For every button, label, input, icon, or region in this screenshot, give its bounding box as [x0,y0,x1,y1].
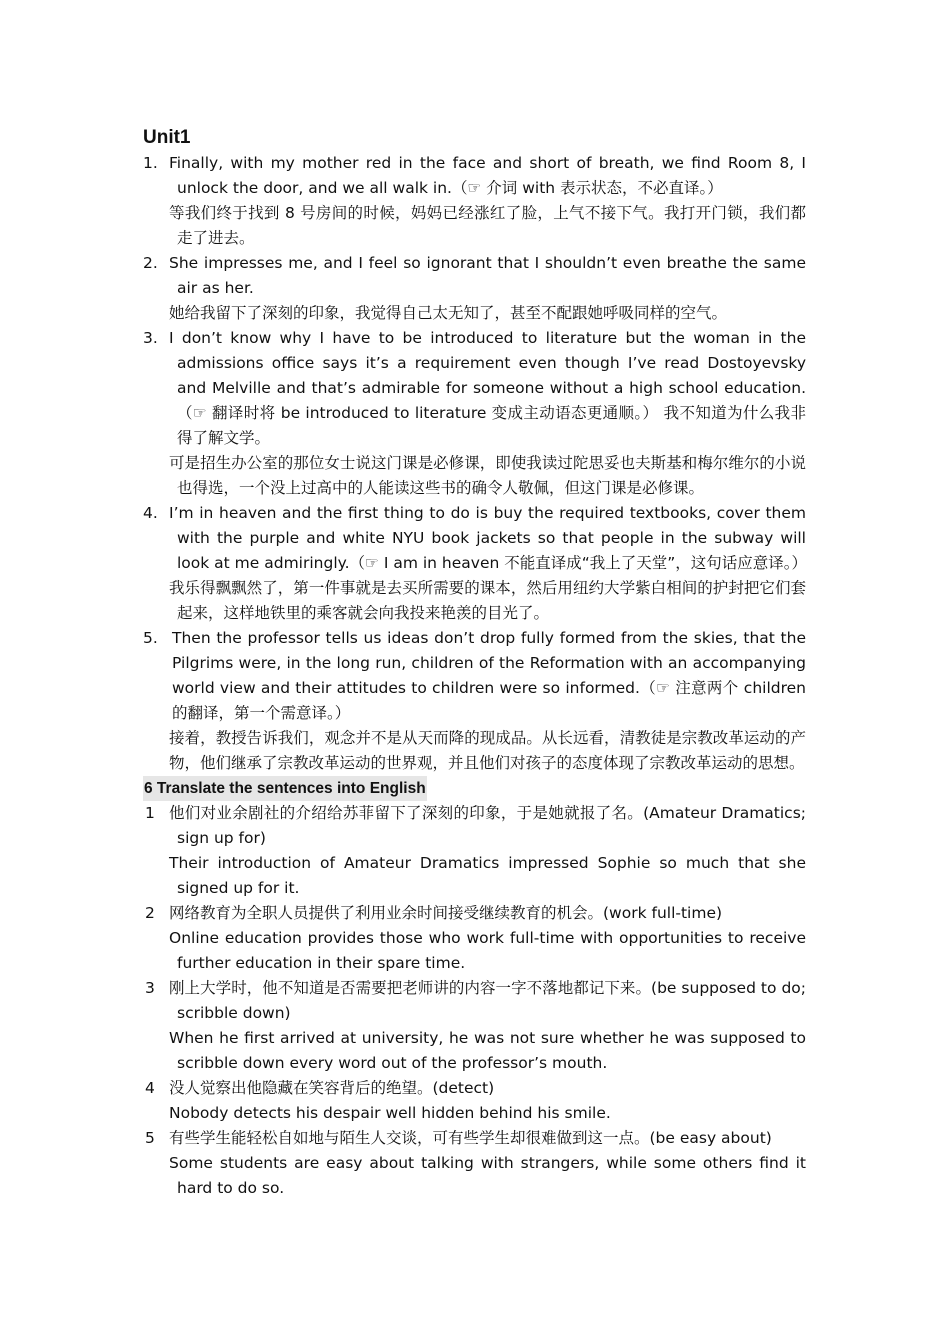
item-number: 5. [143,629,158,647]
exercise-item-2 [143,901,806,976]
exercise-answer: Online education provides those who work full-time with opportunities to receive further education in their spare time. [169,929,806,972]
exercise-item-4 [143,1076,806,1126]
chinese-translation: 等我们终于找到 8 号房间的时候，妈妈已经涨红了脸，上气不接下气。我打开门锁，我们都走了进去。 [169,204,806,247]
exercise-question: 网络教育为全职人员提供了利用业余时间接受继续教育的机会。(work full-time) [169,904,723,922]
exercise-question: 没人觉察出他隐藏在笑容背后的绝望。(detect) [169,1079,495,1097]
item-number: 4. [143,504,158,522]
exercise-number: 5 [145,1129,155,1147]
chinese-translation: 她给我留下了深刻的印象，我觉得自己太无知了，甚至不配跟她呼吸同样的空气。 [169,304,728,322]
exercise-number: 1 [145,804,155,822]
exercise-answer: Nobody detects his despair well hidden behind his smile. [169,1104,611,1122]
exercise-number: 3 [145,979,155,997]
english-sentence: Then the professor tells us ideas don’t drop fully formed from the skies, that the Pilgrims were, in the long run, children of the Reformation with an accompanying world view and their attitudes to children were so informed.（☞ 注意两个 children 的翻译，第一个需意译。） [172,629,806,722]
english-sentence: I don’t know why I have to be introduced to literature but the woman in the admissions office says it’s a requirement even though I’ve read Dostoyevsky and Melville and that’s admirable for someone without a high school education.（☞ 翻译时将 be introduced to literature 变成主动语态更通顺。） 我不知道为什么我非得了解文学。 [169,329,806,447]
chinese-translation: 可是招生办公室的那位女士说这门课是必修课，即使我读过陀思妥也夫斯基和梅尔维尔的小说也得选，一个没上过高中的人能读这些书的确令人敬佩，但这门课是必修课。 [169,454,806,497]
section-title: 6 Translate the sentences into English [143,776,427,801]
exercise-answer: Their introduction of Amateur Dramatics impressed Sophie so much that she signed up for it. [169,854,806,897]
exercise-question: 他们对业余剧社的介绍给苏菲留下了深刻的印象，于是她就报了名。(Amateur Dramatics; sign up for) [169,804,806,847]
sentence-item-2 [143,251,806,326]
exercise-number: 2 [145,904,155,922]
item-number: 3. [143,329,158,347]
chinese-translation: 接着，教授告诉我们，观念并不是从天而降的现成品。从长远看，清教徒是宗教改革运动的产物，他们继承了宗教改革运动的世界观，并且他们对孩子的态度体现了宗教改革运动的思想。 [169,729,806,772]
item-number: 1. [143,154,158,172]
exercise-answer: When he first arrived at university, he was not sure whether he was supposed to scribble down every word out of the professor’s mouth. [169,1029,806,1072]
english-sentence: Finally, with my mother red in the face and short of breath, we find Room 8, I unlock the door, and we all walk in.（☞ 介词 with 表示状态，不必直译。） [169,154,806,197]
exercise-question: 刚上大学时，他不知道是否需要把老师讲的内容一字不落地都记下来。(be supposed to do; scribble down) [169,979,806,1022]
sentence-item-4 [143,501,806,626]
sentence-item-1 [143,151,806,251]
exercise-item-3 [143,976,806,1076]
section-heading [143,776,806,801]
document-page [143,124,806,1201]
sentence-item-3 [143,326,806,501]
chinese-translation: 我乐得飘飘然了，第一件事就是去买所需要的课本，然后用纽约大学紫白相间的护封把它们套起来，这样地铁里的乘客就会向我投来艳羡的目光了。 [169,579,806,622]
exercise-answer: Some students are easy about talking with strangers, while some others find it hard to do so. [169,1154,806,1197]
exercise-item-1 [143,801,806,901]
item-number: 2. [143,254,158,272]
exercise-item-5 [143,1126,806,1201]
exercise-number: 4 [145,1079,155,1097]
unit-title: Unit1 [143,127,191,148]
english-sentence: I’m in heaven and the first thing to do is buy the required textbooks, cover them with the purple and white NYU book jackets so that people in the subway will look at me admiringly.（☞ I am in heaven 不能直译成“我上了天堂”，这句话应意译。） [169,504,808,572]
exercise-question: 有些学生能轻松自如地与陌生人交谈，可有些学生却很难做到这一点。(be easy about) [169,1129,772,1147]
sentence-item-5 [143,626,806,776]
english-sentence: She impresses me, and I feel so ignorant that I shouldn’t even breathe the same air as her. [169,254,806,297]
